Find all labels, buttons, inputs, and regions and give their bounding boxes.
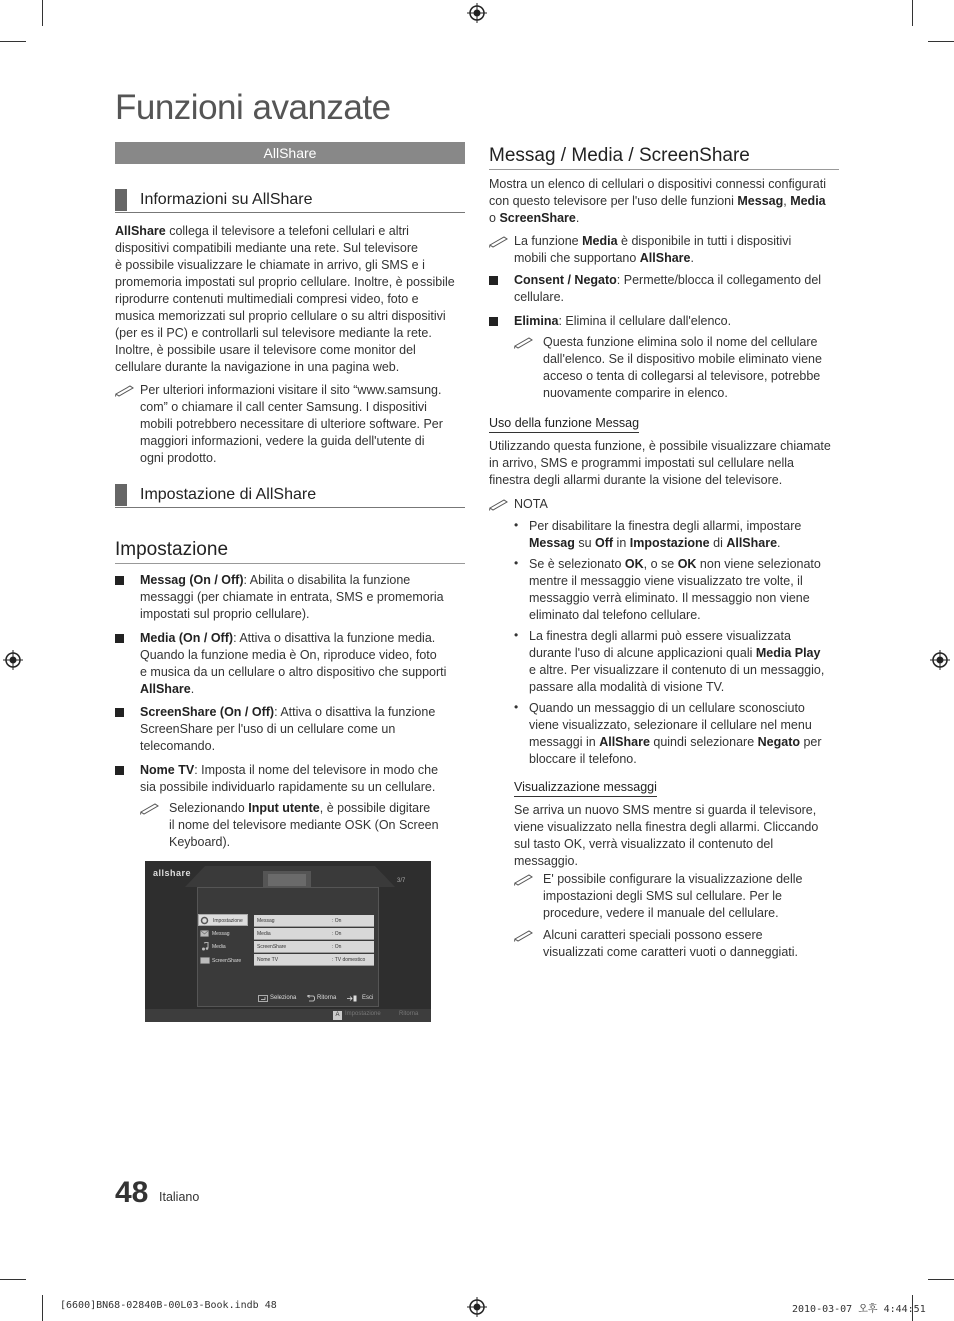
nota-item-4: Quando un messaggio di un cellulare sconosciuto viene visualizzato, selezionare il cellulare nel menu messaggi in AllShare quindi selezionare Negato per bloccare il telefono. xyxy=(529,701,822,766)
page-number: 48 xyxy=(115,1176,149,1209)
footer-date: 2010-03-07 오후 4:44:51 xyxy=(792,1304,926,1315)
tv-menu-item-media[interactable]: Media xyxy=(212,944,226,950)
nota-item-1: Per disabilitare la finestra degli allarmi, impostare Messag su Off in Impostazione di AllShare. xyxy=(529,519,802,550)
tv-setting-row-media[interactable]: Media : On xyxy=(254,928,374,940)
tv-screenshot xyxy=(145,861,431,1022)
bullet-media: Media (On / Off): Attiva o disattiva la funzione media. Quando la funzione media è On, riproduce video, foto e musica da un cellulare o altro dispositivo che supporti AllShare. xyxy=(140,631,447,696)
crop-mark xyxy=(0,41,26,42)
tv-menu-item-messag[interactable]: Messag xyxy=(212,931,230,937)
subheading-uso-messag: Uso della funzione Messag xyxy=(489,416,639,433)
note-pencil-icon xyxy=(514,336,534,349)
crop-mark xyxy=(928,41,954,42)
heading-underline xyxy=(115,563,465,564)
bullet-dot: • xyxy=(514,628,519,642)
registration-mark-icon xyxy=(467,1297,487,1317)
heading-underline xyxy=(489,169,839,170)
bullet-dot: • xyxy=(514,700,519,714)
tv-control-return[interactable]: Ritorna xyxy=(317,995,337,1001)
tv-bottom-bar xyxy=(145,1009,431,1022)
subheading-bar xyxy=(115,484,127,506)
bullet-dot: • xyxy=(514,556,519,570)
subheading-impostazione-allshare xyxy=(115,484,465,508)
subheading-informazioni xyxy=(115,189,465,213)
tv-a-button[interactable]: A xyxy=(333,1011,342,1020)
enter-icon xyxy=(258,995,268,1002)
exit-icon xyxy=(346,995,357,1002)
tv-control-exit[interactable]: Esci xyxy=(362,995,374,1001)
tv-menu-item-impostazione[interactable]: Impostazione xyxy=(198,914,248,926)
subheading-bar xyxy=(115,189,127,211)
visualizzazione-paragraph: Se arriva un nuovo SMS mentre si guarda il televisore, viene visualizzato nella finestra degli allarmi. Cliccando sul tasto OK, verrà visualizzato il contenuto del messaggio. xyxy=(514,803,819,868)
bullet-square xyxy=(115,634,124,643)
registration-mark-icon xyxy=(3,650,23,670)
envelope-icon xyxy=(200,930,209,937)
gear-icon xyxy=(200,916,209,925)
footer-file-info: [6600]BN68-02840B-00L03-Book.indb 48 xyxy=(60,1300,277,1311)
tv-page-indicator: 3/7 xyxy=(397,878,406,884)
tv-control-select[interactable]: Seleziona xyxy=(270,995,297,1001)
note-pencil-icon xyxy=(514,873,534,886)
nota-item-2: Se è selezionato OK, o se OK non viene selezionato mentre il messaggio viene visualizzato tre volte, il messaggio verrà eliminato. Il messaggio non viene eliminato dal telefono cellulare. xyxy=(529,557,821,622)
return-arrow-icon xyxy=(307,995,315,1002)
crop-mark xyxy=(0,1279,26,1280)
bullet-nome-tv: Nome TV: Imposta il nome del televisore in modo che sia possibile individuarlo rapidamente su un cellulare. xyxy=(140,763,439,794)
note-elimina: Questa funzione elimina solo il nome del cellulare dall'elenco. Se il dispositivo mobile eliminato viene acceso o tenta di collegarsi al televisore, potrebbe nuovamente comparire in elenco. xyxy=(543,335,822,400)
note-sms-config: E' possibile configurare la visualizzazione delle impostazioni degli SMS sul cellulare. Per le procedure, vedere il manuale del cellulare. xyxy=(543,872,803,920)
section-heading-impostazione: Impostazione xyxy=(115,539,229,560)
crop-mark xyxy=(928,1279,954,1280)
tv-setting-row-messag[interactable]: Messag : On xyxy=(254,915,374,927)
bullet-dot: • xyxy=(514,518,519,532)
note-media-function: La funzione Media è disponibile in tutti i dispositivi mobili che supportano AllShare. xyxy=(514,234,792,265)
subheading-visualizzazione: Visualizzazione messaggi xyxy=(514,780,657,797)
allshare-logo: allshare xyxy=(153,868,192,878)
registration-mark-icon xyxy=(467,3,487,23)
registration-mark-icon xyxy=(930,650,950,670)
note-pencil-icon xyxy=(489,498,509,511)
bullet-square xyxy=(115,766,124,775)
tv-setting-row-screenshare[interactable]: ScreenShare : On xyxy=(254,941,374,953)
intro-paragraph: AllShare collega il televisore a telefoni cellulari e altri dispositivi compatibili mediante una rete. Sul televisore è possibile visualizzare le chiamate in arrivo, gli SMS e i promemoria impostati sul proprio cellulare. Inoltre, è possibile riprodurre contenuti multimediali compresi video, foto e musica memorizzati sul proprio cellulare o su altri dispositivi (per es il PC) e controllarli sul televisore mediante la rete. Inoltre, è possibile usare il televisore come monitor del cellulare durante la navigazione in una pagina web. xyxy=(115,224,455,374)
tv-bottom-ritorna: Ritorna xyxy=(399,1011,419,1017)
note-more-info: Per ulteriori informazioni visitare il sito “www.samsung. com” o chiamare il call center Samsung. I dispositivi mobili potrebbero necessitare di ulteriore software. Per maggiori informazioni, vedere la guida dell'utente di ogni prodotto. xyxy=(140,383,443,465)
bullet-square xyxy=(115,576,124,585)
bullet-consent: Consent / Negato: Permette/blocca il collegamento del cellulare. xyxy=(514,273,822,304)
bullet-messag: Messag (On / Off): Abilita o disabilita la funzione messaggi (per chiamate in entrata, SMS e promemoria impostati sul proprio cellulare). xyxy=(140,573,444,621)
music-note-icon xyxy=(201,942,209,951)
bullet-square xyxy=(489,317,498,326)
bullet-elimina: Elimina: Elimina il cellulare dall'elenco. xyxy=(514,314,732,328)
page-title: Funzioni avanzate xyxy=(115,88,391,127)
screen-icon xyxy=(200,957,210,964)
subheading-text: Informazioni su AllShare xyxy=(140,191,313,208)
note-pencil-icon xyxy=(514,929,534,942)
bullet-square xyxy=(115,708,124,717)
crop-mark xyxy=(42,1295,43,1321)
right-intro: Mostra un elenco di cellulari o dispositivi connessi configurati con questo televisore per l'uso delle funzioni Messag, Media o ScreenShare. xyxy=(489,177,826,225)
note-special-chars: Alcuni caratteri speciali possono essere visualizzati come caratteri vuoti o danneggiati. xyxy=(543,928,798,959)
tv-bottom-impostazione: Impostazione xyxy=(345,1011,381,1017)
page-language: Italiano xyxy=(159,1190,200,1204)
tv-setting-row-nome-tv[interactable]: Nome TV : TV domestico xyxy=(254,954,374,966)
tv-menu-item-screenshare[interactable]: ScreenShare xyxy=(212,958,242,964)
crop-mark xyxy=(912,0,913,26)
section-band: AllShare xyxy=(115,142,465,164)
uso-paragraph: Utilizzando questa funzione, è possibile visualizzare chiamate in arrivo, SMS e programmi impostati sul cellulare nella finestra degli allarmi durante la visione del televisore. xyxy=(489,439,831,487)
nota-label: NOTA xyxy=(514,497,548,511)
section-heading-messag-media: Messag / Media / ScreenShare xyxy=(489,145,750,166)
bullet-screenshare: ScreenShare (On / Off): Attiva o disattiva la funzione ScreenShare per l'uso di un cellulare come un telecomando. xyxy=(140,705,436,753)
nota-item-3: La finestra degli allarmi può essere visualizzata durante l'uso di alcune applicazioni quali Media Play e altre. Per visualizzare il contenuto di un messaggio, passare alla modalità di visione TV. xyxy=(529,629,825,694)
note-pencil-icon xyxy=(115,384,135,397)
note-input-utente: Selezionando Input utente, è possibile digitare il nome del televisore mediante OSK (On Screen Keyboard). xyxy=(169,801,439,849)
note-pencil-icon xyxy=(489,235,509,248)
brand-allshare: AllShare xyxy=(115,224,166,238)
bullet-square xyxy=(489,276,498,285)
note-pencil-icon xyxy=(140,802,160,815)
subheading-text: Impostazione di AllShare xyxy=(140,486,317,503)
crop-mark xyxy=(42,0,43,26)
